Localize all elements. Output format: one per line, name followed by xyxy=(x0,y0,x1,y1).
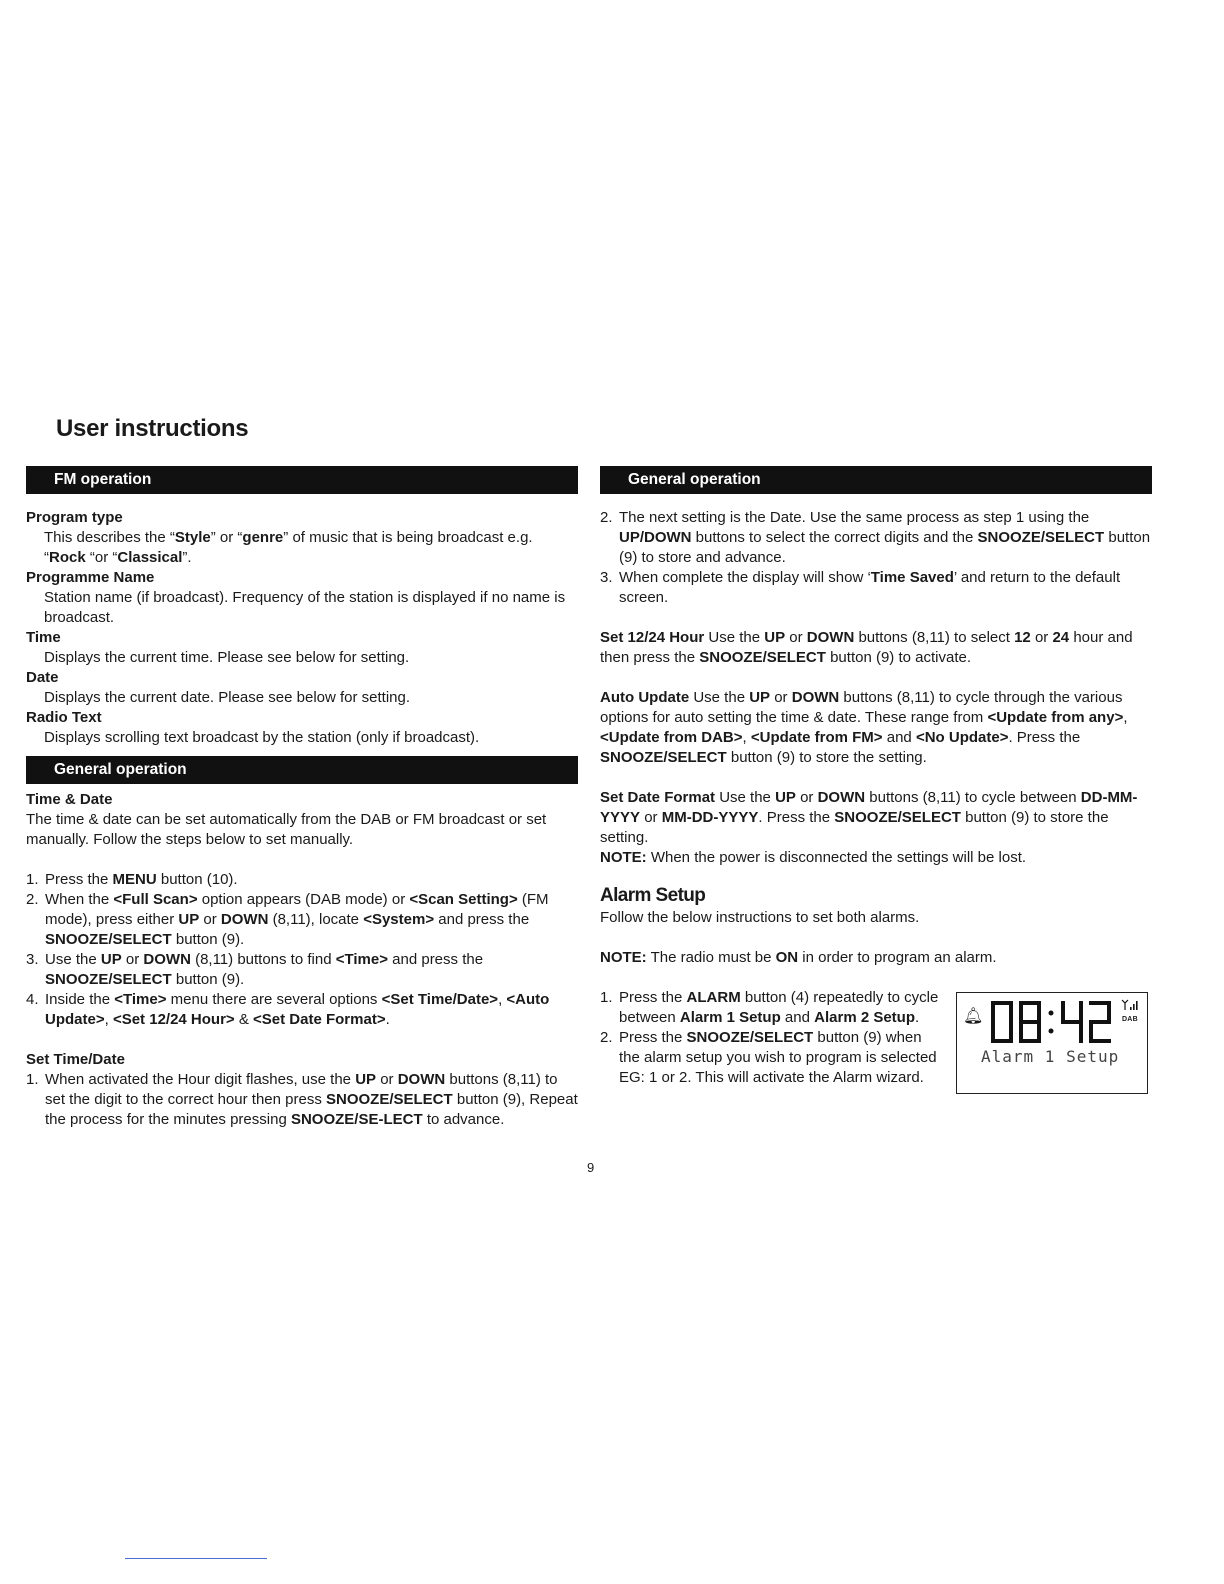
digit-4 xyxy=(1063,1003,1081,1041)
alarm-steps xyxy=(600,988,940,1088)
dab-indicator: DAB xyxy=(1121,1016,1139,1023)
fm-item-desc: Station name (if broadcast). Frequency of the station is displayed if no name is broadcast. xyxy=(44,589,566,626)
power-note: NOTE: When the power is disconnected the settings will be lost. xyxy=(600,849,1027,866)
general-operation-header-right: General operation xyxy=(600,466,1152,494)
set-12-24-hour-paragraph: Set 12/24 Hour Use the UP or DOWN buttons (8,11) to select 12 or 24 hour and then press the SNOOZE/SELECT button (9) to activate. xyxy=(600,629,1133,666)
list-item: 1. When activated the Hour digit flashes, use the UP or DOWN buttons (8,11) to set the digit to the correct hour then press SNOOZE/SELECT button (9), Repeat the process for the minutes pressing SNOOZE/SE-LECT to advance. xyxy=(26,1071,578,1128)
list-item: 4. Inside the <Time> menu there are several options <Set Time/Date>, <Auto Update>, <Set 12/24 Hour> & <Set Date Format>. xyxy=(26,991,550,1028)
fm-item-label: Time xyxy=(26,629,61,646)
footer-line xyxy=(125,1558,267,1559)
colon-dot-top xyxy=(1049,1011,1054,1016)
lcd-text: Alarm 1 Setup xyxy=(981,1047,1120,1066)
bell-icon: 🔔︎ xyxy=(963,1008,984,1025)
left-column xyxy=(26,466,578,1130)
set-time-date-steps xyxy=(26,1070,578,1130)
fm-operation-header: FM operation xyxy=(26,466,578,494)
fm-item-label: Programme Name xyxy=(26,569,155,586)
list-item: 3. When complete the display will show ‘Time Saved’ and return to the default screen. xyxy=(600,569,1121,606)
alarm-setup-heading: Alarm Setup xyxy=(600,885,706,906)
alarm-intro: Follow the below instructions to set both alarms. xyxy=(600,909,920,926)
set-time-date-label: Set Time/Date xyxy=(26,1051,125,1068)
signal-bars-icon xyxy=(1121,999,1139,1025)
fm-item-desc: This describes the “Style” or “genre” of music that is being broadcast e.g. “Rock “or “Classical”. xyxy=(44,529,533,566)
page-title: User instructions xyxy=(56,415,249,442)
fm-item-desc: Displays the current time. Please see below for setting. xyxy=(44,649,410,666)
list-item: 1. Press the MENU button (10). xyxy=(26,871,238,888)
time-date-desc: The time & date can be set automatically from the DAB or FM broadcast or set manually. Follow the steps below to set manually. xyxy=(26,811,547,848)
list-item: 3. Use the UP or DOWN (8,11) buttons to find <Time> and press the SNOOZE/SELECT button (9). xyxy=(26,951,484,988)
fm-item-label: Radio Text xyxy=(26,709,102,726)
fm-item-radio-text xyxy=(26,708,578,748)
fm-item-label: Program type xyxy=(26,509,123,526)
auto-update-paragraph: Auto Update Use the UP or DOWN buttons (8,11) to cycle through the various options for auto setting the time & date. These range from <Update from any>, <Update from DAB>, <Update from FM> and <No Update>. Press the SNOOZE/SELECT button (9) to store the setting. xyxy=(600,689,1128,766)
fm-item-desc: Displays scrolling text broadcast by the station (only if broadcast). xyxy=(44,729,480,746)
list-item: 2. The next setting is the Date. Use the same process as step 1 using the UP/DOWN buttons to select the correct digits and the SNOOZE/SELECT button (9) to store and advance. xyxy=(600,509,1151,566)
time-date-label: Time & Date xyxy=(26,791,113,808)
fm-item-programme-name xyxy=(26,568,578,628)
alarm-note: NOTE: The radio must be ON in order to program an alarm. xyxy=(600,949,997,966)
fm-item-date xyxy=(26,668,578,708)
signal-bars-graphic xyxy=(1121,999,1139,1011)
list-item: 1. Press the ALARM button (4) repeatedly to cycle between Alarm 1 Setup and Alarm 2 Setup. xyxy=(600,989,939,1026)
lcd-time-digits xyxy=(989,999,1117,1045)
fm-item-label: Date xyxy=(26,669,59,686)
time-date-steps xyxy=(26,870,578,1030)
date-format-paragraph: Set Date Format Use the UP or DOWN buttons (8,11) to cycle between DD-MM-YYYY or MM-DD-YYYY. Press the SNOOZE/SELECT button (9) to store the setting. xyxy=(600,789,1138,846)
right-column xyxy=(600,466,1152,1088)
lcd-display xyxy=(956,992,1148,1094)
digit-0 xyxy=(993,1003,1011,1041)
colon-dot-bottom xyxy=(1049,1029,1054,1034)
fm-item-time xyxy=(26,628,578,668)
page-number: 9 xyxy=(587,1160,595,1175)
fm-item-program-type xyxy=(26,508,578,568)
alarm-steps-block xyxy=(600,988,1152,1088)
digit-8 xyxy=(1021,1003,1039,1041)
digit-2 xyxy=(1091,1003,1109,1041)
general-operation-header: General operation xyxy=(26,756,578,784)
fm-item-desc: Displays the current date. Please see below for setting. xyxy=(44,689,411,706)
date-steps xyxy=(600,508,1152,608)
list-item: 2. Press the SNOOZE/SELECT button (9) when the alarm setup you wish to program is selected EG: 1 or 2. This will activate the Alarm wizard. xyxy=(600,1029,937,1086)
list-item: 2. When the <Full Scan> option appears (DAB mode) or <Scan Setting> (FM mode), press either UP or DOWN (8,11), locate <System> and press the SNOOZE/SELECT button (9). xyxy=(26,891,549,948)
